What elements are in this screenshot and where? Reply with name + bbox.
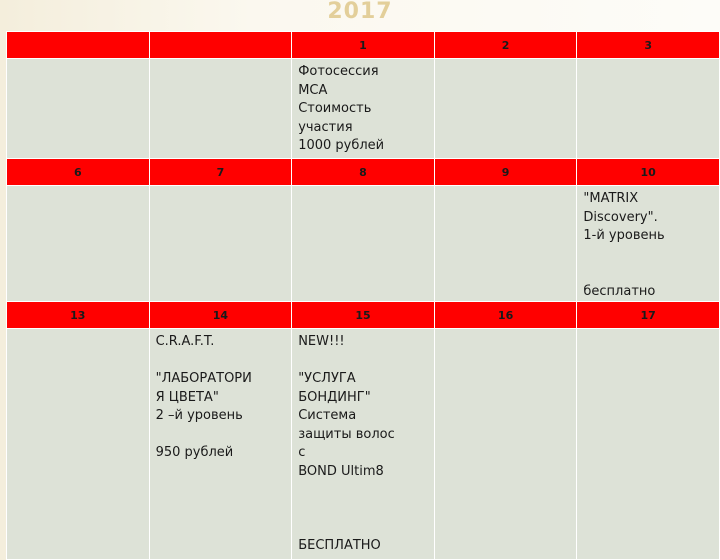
event-text — [435, 329, 577, 333]
day-cell — [292, 59, 435, 159]
event-text — [150, 186, 292, 190]
day-cell — [434, 59, 577, 159]
day-number: 7 — [149, 159, 292, 186]
day-number — [7, 32, 150, 59]
event-text — [7, 186, 149, 190]
day-cell — [7, 59, 150, 159]
day-number: 15 — [292, 302, 435, 329]
event-text — [292, 186, 434, 190]
day-cell — [7, 329, 150, 560]
day-number — [149, 32, 292, 59]
day-cell — [149, 59, 292, 159]
day-number: 9 — [434, 159, 577, 186]
day-cell — [434, 329, 577, 560]
event-text — [435, 59, 577, 63]
day-cell — [292, 329, 435, 560]
week-2-events-row — [7, 186, 720, 302]
event-text — [577, 59, 719, 63]
day-cell — [7, 186, 150, 302]
day-cell — [149, 329, 292, 560]
day-number: 17 — [577, 302, 720, 329]
week-3-events-row — [7, 329, 720, 560]
day-number: 10 — [577, 159, 720, 186]
calendar-year-title: 2017 — [327, 0, 393, 24]
day-cell — [577, 186, 720, 302]
day-cell — [434, 186, 577, 302]
day-number: 3 — [577, 32, 720, 59]
day-cell — [149, 186, 292, 302]
event-text: Фотосессия MCA Стоимость участия 1000 рублей — [298, 64, 385, 153]
day-number: 16 — [434, 302, 577, 329]
event-text — [435, 186, 577, 190]
event-text — [150, 59, 292, 63]
day-number: 13 — [7, 302, 150, 329]
week-1-events-row — [7, 59, 720, 159]
calendar-table — [6, 31, 720, 560]
week-3-day-header-row — [7, 302, 720, 329]
day-number: 6 — [7, 159, 150, 186]
event-text: "MATRIX Discovery". 1-й уровень бесплатно — [583, 191, 665, 299]
week-1-day-header-row — [7, 32, 720, 59]
event-text — [7, 59, 149, 63]
day-number: 2 — [434, 32, 577, 59]
day-cell — [577, 329, 720, 560]
event-text — [7, 329, 149, 333]
event-text: C.R.A.F.T. "ЛАБОРАТОРИ Я ЦВЕТА" 2 –й уровень 950 рублей — [155, 334, 252, 460]
day-number: 1 — [292, 32, 435, 59]
day-number: 14 — [149, 302, 292, 329]
day-cell — [292, 186, 435, 302]
event-text: NEW!!! "УСЛУГА БОНДИНГ" Система защиты волос с BOND Ultim8 БЕСПЛАТНО — [298, 334, 395, 553]
event-text — [577, 329, 719, 333]
day-cell — [577, 59, 720, 159]
week-2-day-header-row — [7, 159, 720, 186]
day-number: 8 — [292, 159, 435, 186]
